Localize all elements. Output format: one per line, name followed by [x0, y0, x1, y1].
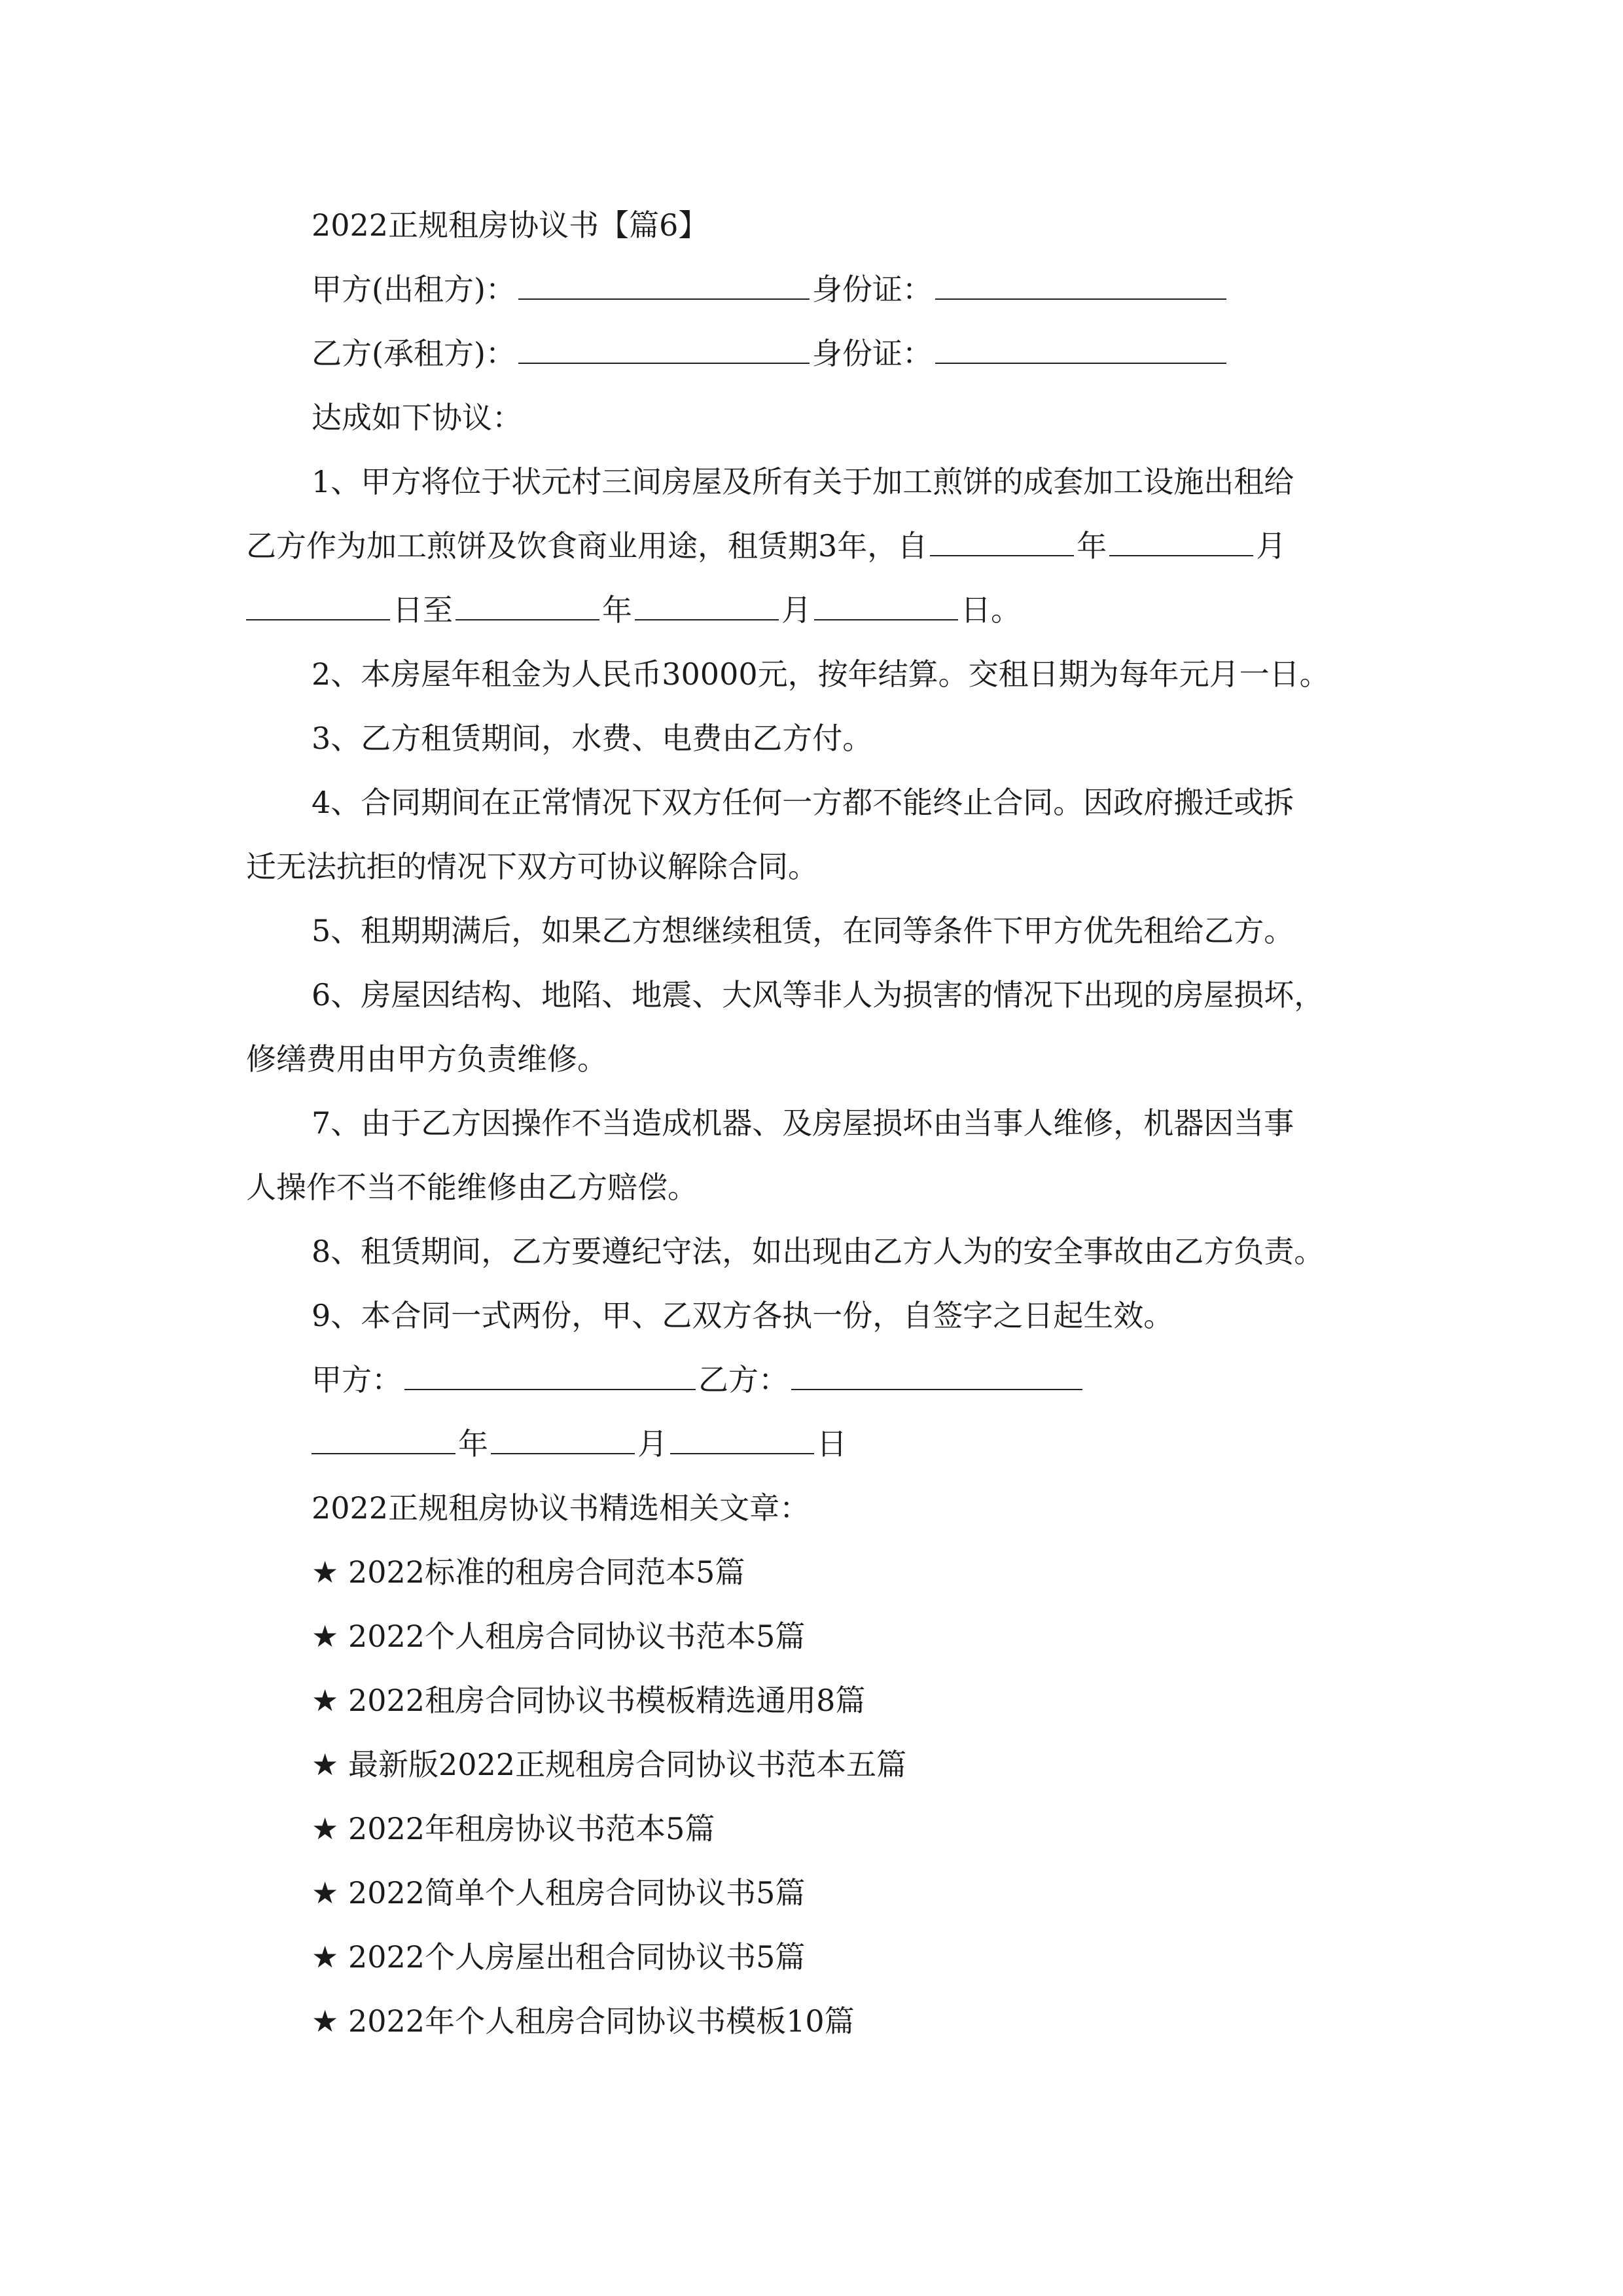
clause-5: 5、租期期满后，如果乙方想继续租赁，在同等条件下甲方优先租给乙方。 — [312, 913, 1294, 948]
party-b-name-blank — [518, 334, 810, 364]
clause-9: 9、本合同一式两份，甲、乙双方各执一份，自签字之日起生效。 — [312, 1298, 1174, 1333]
related-link[interactable]: ★ 2022个人租房合同协议书范本5篇 — [312, 1617, 805, 1656]
clause-8: 8、租赁期间，乙方要遵纪守法，如出现由乙方人为的安全事故由乙方负责。 — [312, 1234, 1325, 1269]
sign-day-blank — [670, 1424, 814, 1454]
star-icon: ★ — [312, 1683, 339, 1718]
party-b-line: 乙方(承租方)： 身份证： — [312, 334, 1229, 373]
related-link[interactable]: ★ 2022年个人租房合同协议书模板10篇 — [312, 2001, 855, 2041]
clause-1-line-3: 日至 年 月 日。 — [246, 590, 1021, 630]
related-link[interactable]: ★ 2022标准的租房合同范本5篇 — [312, 1552, 745, 1592]
start-day-blank — [246, 590, 390, 620]
sign-date-line: 年 月 日 — [312, 1424, 847, 1463]
document-title: 2022正规租房协议书【篇6】 — [312, 207, 709, 243]
star-icon: ★ — [312, 1619, 339, 1654]
star-icon: ★ — [312, 2003, 339, 2039]
clause-4-line-2: 迁无法抗拒的情况下双方可协议解除合同。 — [246, 849, 818, 884]
related-link[interactable]: ★ 2022简单个人租房合同协议书5篇 — [312, 1873, 805, 1912]
party-a-id-blank — [935, 270, 1226, 300]
clause-1-line-2: 乙方作为加工煎饼及饮食商业用途，租赁期3年，自 年 月 — [246, 526, 1286, 565]
related-link[interactable]: ★ 2022个人房屋出租合同协议书5篇 — [312, 1937, 805, 1977]
end-day-blank — [814, 590, 958, 620]
end-month-blank — [635, 590, 779, 620]
party-b-signature-blank — [791, 1360, 1082, 1390]
star-icon: ★ — [312, 1939, 339, 1975]
clause-3: 3、乙方租赁期间，水费、电费由乙方付。 — [312, 721, 873, 756]
party-a-line: 甲方(出租方)： 身份证： — [312, 270, 1229, 309]
clause-7-line-2: 人操作不当不能维修由乙方赔偿。 — [246, 1170, 698, 1205]
start-month-blank — [1109, 526, 1253, 556]
clause-4-line-1: 4、合同期间在正常情况下双方任何一方都不能终止合同。因政府搬迁或拆 — [312, 785, 1294, 820]
party-a-name-blank — [518, 270, 810, 300]
star-icon: ★ — [312, 1811, 339, 1846]
sign-year-blank — [312, 1424, 455, 1454]
related-link[interactable]: ★ 2022租房合同协议书模板精选通用8篇 — [312, 1681, 865, 1720]
related-heading: 2022正规租房协议书精选相关文章： — [312, 1490, 810, 1526]
clause-6-line-2: 修缮费用由甲方负责维修。 — [246, 1041, 607, 1077]
sign-month-blank — [491, 1424, 635, 1454]
start-year-blank — [930, 526, 1074, 556]
agreement-intro: 达成如下协议： — [312, 400, 522, 435]
star-icon: ★ — [312, 1875, 339, 1910]
star-icon: ★ — [312, 1554, 339, 1590]
party-a-signature-blank — [404, 1360, 696, 1390]
related-link[interactable]: ★ 最新版2022正规租房合同协议书范本五篇 — [312, 1745, 906, 1784]
star-icon: ★ — [312, 1747, 339, 1782]
clause-1-line-1: 1、甲方将位于状元村三间房屋及所有关于加工煎饼的成套加工设施出租给 — [312, 464, 1294, 499]
signature-line: 甲方： 乙方： — [312, 1360, 1085, 1399]
related-link[interactable]: ★ 2022年租房协议书范本5篇 — [312, 1809, 715, 1848]
party-b-id-blank — [935, 334, 1226, 364]
clause-7-line-1: 7、由于乙方因操作不当造成机器、及房屋损坏由当事人维修，机器因当事 — [312, 1105, 1294, 1141]
end-year-blank — [455, 590, 599, 620]
clause-6-line-1: 6、房屋因结构、地陷、地震、大风等非人为损害的情况下出现的房屋损坏， — [312, 977, 1325, 1013]
clause-2: 2、本房屋年租金为人民币30000元，按年结算。交租日期为每年元月一日。 — [312, 656, 1330, 692]
